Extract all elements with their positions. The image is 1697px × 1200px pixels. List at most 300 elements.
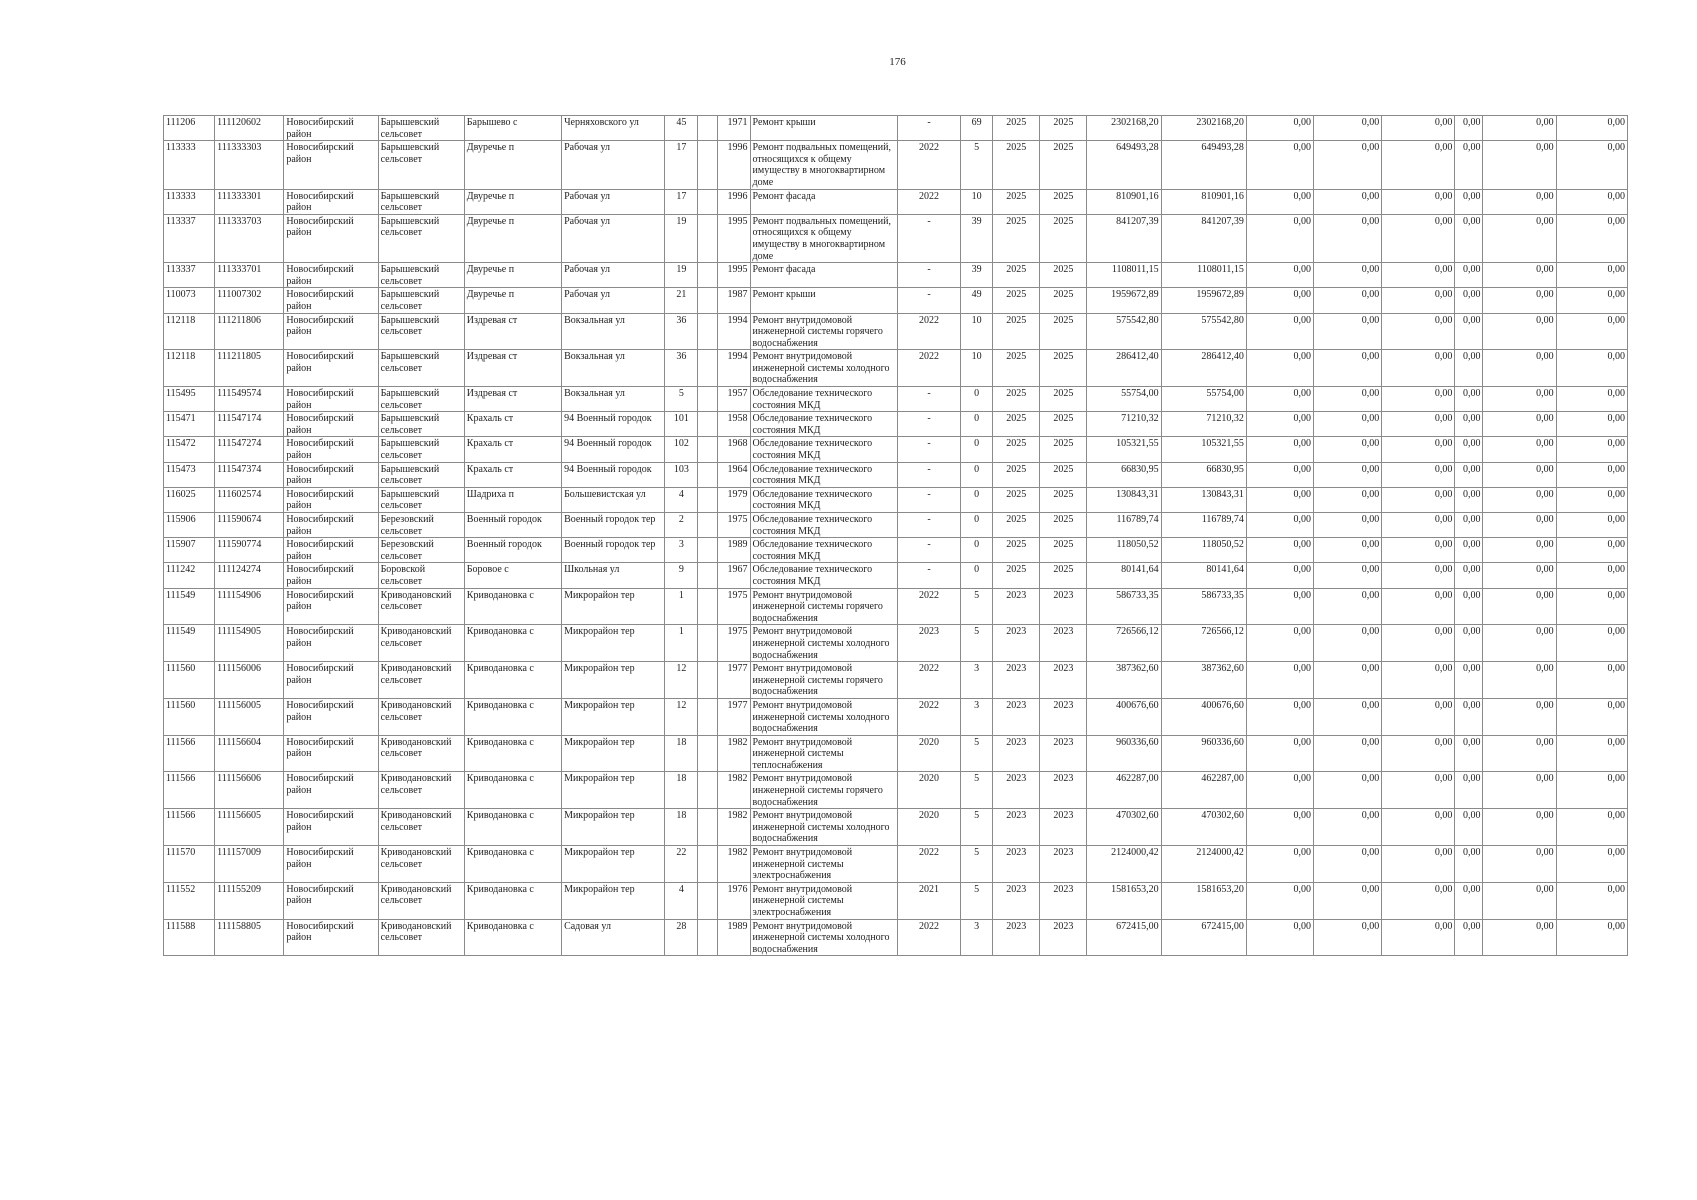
cell-fund-5: 0,00 [1483,919,1556,956]
cell-plan-year-start: 2025 [993,189,1040,214]
cell-fund-4: 0,00 [1455,846,1483,883]
cell-fund-3: 0,00 [1382,214,1455,262]
cell-fund-4: 0,00 [1455,313,1483,350]
cell-cost-repeat: 1108011,15 [1161,263,1246,288]
cell-district: Новосибирский район [284,462,378,487]
cell-year-built: 1975 [718,625,750,662]
table-row [164,313,1628,350]
cell-fund-5: 0,00 [1483,313,1556,350]
cell-settlement: Березовский сельсовет [378,538,464,563]
cell-work-type: Обследование технического состояния МКД [750,513,897,538]
cell-total-cost: 116789,74 [1087,513,1161,538]
cell-cost-repeat: 575542,80 [1161,313,1246,350]
cell-cost-repeat: 66830,95 [1161,462,1246,487]
cell-repair-id: 111124274 [215,563,284,588]
cell-fund-2: 0,00 [1314,487,1382,512]
cell-settlement: Криводановский сельсовет [378,735,464,772]
cell-fund-2: 0,00 [1314,513,1382,538]
cell-fund-2: 0,00 [1314,882,1382,919]
cell-wear-percent: 0 [961,487,993,512]
cell-building [698,313,718,350]
cell-last-repair-year: - [897,387,960,412]
cell-wear-percent: 5 [961,588,993,625]
cell-house-id: 111560 [164,662,215,699]
cell-locality: Двуречье п [464,288,561,313]
cell-fund-1: 0,00 [1246,288,1313,313]
cell-cost-repeat: 55754,00 [1161,387,1246,412]
cell-house-number: 12 [665,698,698,735]
cell-fund-2: 0,00 [1314,412,1382,437]
cell-fund-5: 0,00 [1483,882,1556,919]
cell-cost-repeat: 2124000,42 [1161,846,1246,883]
cell-house-number: 36 [665,313,698,350]
cell-fund-1: 0,00 [1246,882,1313,919]
cell-last-repair-year: 2022 [897,698,960,735]
cell-last-repair-year: - [897,538,960,563]
cell-house-id: 111588 [164,919,215,956]
page-number: 176 [889,56,906,68]
cell-last-repair-year: - [897,437,960,462]
cell-fund-2: 0,00 [1314,538,1382,563]
table-row [164,412,1628,437]
cell-last-repair-year: - [897,288,960,313]
cell-repair-id: 111120602 [215,116,284,141]
cell-repair-id: 111156005 [215,698,284,735]
cell-fund-3: 0,00 [1382,625,1455,662]
cell-plan-year-end: 2025 [1040,214,1087,262]
cell-street: Микрорайон тер [562,882,665,919]
cell-fund-6: 0,00 [1556,116,1627,141]
cell-fund-5: 0,00 [1483,662,1556,699]
cell-fund-6: 0,00 [1556,288,1627,313]
cell-house-number: 18 [665,809,698,846]
cell-last-repair-year: - [897,462,960,487]
cell-house-id: 113337 [164,214,215,262]
cell-street: Военный городок тер [562,513,665,538]
cell-district: Новосибирский район [284,513,378,538]
cell-fund-5: 0,00 [1483,513,1556,538]
cell-building [698,809,718,846]
cell-settlement: Барышевский сельсовет [378,288,464,313]
cell-fund-3: 0,00 [1382,288,1455,313]
cell-fund-5: 0,00 [1483,288,1556,313]
cell-house-number: 103 [665,462,698,487]
cell-fund-6: 0,00 [1556,919,1627,956]
cell-last-repair-year: 2022 [897,662,960,699]
cell-repair-id: 111333301 [215,189,284,214]
cell-repair-id: 111547374 [215,462,284,487]
cell-settlement: Барышевский сельсовет [378,437,464,462]
cell-fund-2: 0,00 [1314,809,1382,846]
cell-locality: Крахаль ст [464,437,561,462]
cell-district: Новосибирский район [284,487,378,512]
cell-district: Новосибирский район [284,625,378,662]
table-row [164,116,1628,141]
cell-total-cost: 130843,31 [1087,487,1161,512]
cell-total-cost: 726566,12 [1087,625,1161,662]
cell-building [698,350,718,387]
cell-building [698,263,718,288]
cell-fund-1: 0,00 [1246,189,1313,214]
cell-cost-repeat: 2302168,20 [1161,116,1246,141]
cell-settlement: Боровской сельсовет [378,563,464,588]
cell-locality: Криводановка с [464,809,561,846]
cell-wear-percent: 5 [961,735,993,772]
cell-last-repair-year: 2020 [897,809,960,846]
cell-work-type: Ремонт внутридомовой инженерной системы теплоснабжения [750,735,897,772]
cell-fund-5: 0,00 [1483,563,1556,588]
cell-locality: Криводановка с [464,662,561,699]
cell-plan-year-start: 2025 [993,513,1040,538]
cell-street: Микрорайон тер [562,698,665,735]
cell-total-cost: 1959672,89 [1087,288,1161,313]
cell-district: Новосибирский район [284,588,378,625]
cell-fund-4: 0,00 [1455,487,1483,512]
cell-fund-4: 0,00 [1455,462,1483,487]
cell-settlement: Криводановский сельсовет [378,846,464,883]
cell-locality: Криводановка с [464,772,561,809]
cell-fund-2: 0,00 [1314,625,1382,662]
cell-fund-6: 0,00 [1556,563,1627,588]
cell-fund-5: 0,00 [1483,189,1556,214]
cell-district: Новосибирский район [284,437,378,462]
cell-cost-repeat: 286412,40 [1161,350,1246,387]
cell-plan-year-start: 2025 [993,563,1040,588]
cell-year-built: 1989 [718,919,750,956]
cell-settlement: Барышевский сельсовет [378,263,464,288]
table-row [164,662,1628,699]
cell-fund-6: 0,00 [1556,735,1627,772]
cell-year-built: 1982 [718,772,750,809]
cell-year-built: 1971 [718,116,750,141]
cell-year-built: 1967 [718,563,750,588]
cell-fund-3: 0,00 [1382,263,1455,288]
cell-fund-3: 0,00 [1382,116,1455,141]
cell-total-cost: 118050,52 [1087,538,1161,563]
cell-fund-2: 0,00 [1314,698,1382,735]
cell-building [698,437,718,462]
cell-fund-4: 0,00 [1455,538,1483,563]
cell-cost-repeat: 960336,60 [1161,735,1246,772]
cell-fund-1: 0,00 [1246,214,1313,262]
cell-fund-1: 0,00 [1246,437,1313,462]
cell-repair-id: 111154906 [215,588,284,625]
cell-plan-year-start: 2023 [993,919,1040,956]
cell-plan-year-end: 2023 [1040,919,1087,956]
cell-locality: Двуречье п [464,141,561,189]
cell-fund-3: 0,00 [1382,462,1455,487]
cell-work-type: Ремонт внутридомовой инженерной системы электроснабжения [750,882,897,919]
cell-fund-6: 0,00 [1556,487,1627,512]
cell-street: Микрорайон тер [562,662,665,699]
cell-cost-repeat: 726566,12 [1161,625,1246,662]
cell-house-number: 19 [665,214,698,262]
cell-house-id: 111549 [164,625,215,662]
cell-total-cost: 810901,16 [1087,189,1161,214]
cell-building [698,772,718,809]
table-row [164,214,1628,262]
cell-work-type: Ремонт внутридомовой инженерной системы горячего водоснабжения [750,772,897,809]
table-row [164,288,1628,313]
cell-locality: Криводановка с [464,919,561,956]
cell-fund-6: 0,00 [1556,772,1627,809]
cell-fund-1: 0,00 [1246,846,1313,883]
cell-house-number: 18 [665,772,698,809]
cell-district: Новосибирский район [284,772,378,809]
cell-street: Большевистская ул [562,487,665,512]
cell-fund-1: 0,00 [1246,662,1313,699]
cell-fund-1: 0,00 [1246,513,1313,538]
cell-fund-4: 0,00 [1455,735,1483,772]
cell-street: 94 Военный городок [562,412,665,437]
cell-year-built: 1977 [718,698,750,735]
cell-cost-repeat: 116789,74 [1161,513,1246,538]
cell-cost-repeat: 1581653,20 [1161,882,1246,919]
cell-last-repair-year: 2022 [897,141,960,189]
cell-house-number: 1 [665,588,698,625]
table-row [164,350,1628,387]
cell-fund-3: 0,00 [1382,189,1455,214]
cell-district: Новосибирский район [284,563,378,588]
cell-house-number: 17 [665,141,698,189]
cell-cost-repeat: 462287,00 [1161,772,1246,809]
cell-wear-percent: 0 [961,462,993,487]
cell-work-type: Обследование технического состояния МКД [750,487,897,512]
table-row [164,487,1628,512]
cell-district: Новосибирский район [284,538,378,563]
cell-fund-2: 0,00 [1314,662,1382,699]
cell-district: Новосибирский район [284,412,378,437]
cell-repair-id: 111333303 [215,141,284,189]
cell-cost-repeat: 105321,55 [1161,437,1246,462]
cell-fund-5: 0,00 [1483,116,1556,141]
cell-plan-year-end: 2023 [1040,588,1087,625]
cell-repair-id: 111211806 [215,313,284,350]
cell-fund-4: 0,00 [1455,189,1483,214]
table-row [164,263,1628,288]
cell-building [698,625,718,662]
cell-fund-1: 0,00 [1246,698,1313,735]
cell-plan-year-end: 2023 [1040,772,1087,809]
cell-year-built: 1994 [718,313,750,350]
cell-street: Черняховского ул [562,116,665,141]
cell-fund-5: 0,00 [1483,141,1556,189]
cell-year-built: 1996 [718,141,750,189]
cell-year-built: 1982 [718,846,750,883]
cell-fund-6: 0,00 [1556,313,1627,350]
cell-fund-4: 0,00 [1455,513,1483,538]
cell-plan-year-end: 2025 [1040,513,1087,538]
cell-work-type: Обследование технического состояния МКД [750,538,897,563]
cell-house-number: 101 [665,412,698,437]
cell-plan-year-start: 2025 [993,263,1040,288]
cell-work-type: Ремонт внутридомовой инженерной системы горячего водоснабжения [750,588,897,625]
cell-street: Садовая ул [562,919,665,956]
cell-plan-year-end: 2025 [1040,313,1087,350]
cell-building [698,141,718,189]
cell-fund-1: 0,00 [1246,313,1313,350]
cell-district: Новосибирский район [284,189,378,214]
cell-wear-percent: 10 [961,189,993,214]
cell-plan-year-start: 2025 [993,437,1040,462]
cell-settlement: Барышевский сельсовет [378,462,464,487]
cell-wear-percent: 5 [961,772,993,809]
cell-fund-4: 0,00 [1455,662,1483,699]
cell-plan-year-end: 2025 [1040,412,1087,437]
cell-locality: Крахаль ст [464,462,561,487]
cell-house-number: 28 [665,919,698,956]
cell-total-cost: 400676,60 [1087,698,1161,735]
cell-settlement: Криводановский сельсовет [378,919,464,956]
cell-fund-5: 0,00 [1483,263,1556,288]
cell-cost-repeat: 387362,60 [1161,662,1246,699]
cell-last-repair-year: - [897,263,960,288]
cell-house-number: 5 [665,387,698,412]
cell-total-cost: 80141,64 [1087,563,1161,588]
cell-building [698,189,718,214]
cell-fund-2: 0,00 [1314,288,1382,313]
cell-fund-6: 0,00 [1556,809,1627,846]
table-row [164,538,1628,563]
table-row [164,387,1628,412]
cell-building [698,919,718,956]
cell-locality: Военный городок [464,538,561,563]
cell-year-built: 1996 [718,189,750,214]
cell-settlement: Барышевский сельсовет [378,412,464,437]
cell-last-repair-year: 2022 [897,846,960,883]
cell-cost-repeat: 672415,00 [1161,919,1246,956]
cell-fund-6: 0,00 [1556,698,1627,735]
cell-plan-year-start: 2025 [993,350,1040,387]
cell-house-number: 4 [665,487,698,512]
cell-street: Микрорайон тер [562,809,665,846]
table-row [164,735,1628,772]
cell-fund-6: 0,00 [1556,189,1627,214]
cell-fund-3: 0,00 [1382,662,1455,699]
cell-house-id: 111242 [164,563,215,588]
cell-street: Вокзальная ул [562,313,665,350]
cell-settlement: Барышевский сельсовет [378,313,464,350]
cell-fund-4: 0,00 [1455,116,1483,141]
cell-cost-repeat: 118050,52 [1161,538,1246,563]
cell-building [698,846,718,883]
cell-locality: Криводановка с [464,735,561,772]
cell-fund-5: 0,00 [1483,462,1556,487]
cell-fund-4: 0,00 [1455,350,1483,387]
cell-work-type: Ремонт внутридомовой инженерной системы горячего водоснабжения [750,662,897,699]
table-row [164,462,1628,487]
cell-fund-3: 0,00 [1382,772,1455,809]
cell-work-type: Ремонт внутридомовой инженерной системы горячего водоснабжения [750,313,897,350]
cell-house-id: 111566 [164,809,215,846]
cell-settlement: Криводановский сельсовет [378,698,464,735]
cell-fund-1: 0,00 [1246,350,1313,387]
cell-locality: Военный городок [464,513,561,538]
cell-work-type: Обследование технического состояния МКД [750,462,897,487]
cell-fund-1: 0,00 [1246,263,1313,288]
cell-total-cost: 960336,60 [1087,735,1161,772]
cell-house-id: 111549 [164,588,215,625]
cell-building [698,487,718,512]
cell-last-repair-year: 2022 [897,919,960,956]
cell-fund-3: 0,00 [1382,882,1455,919]
cell-year-built: 1976 [718,882,750,919]
cell-total-cost: 586733,35 [1087,588,1161,625]
cell-work-type: Обследование технического состояния МКД [750,412,897,437]
cell-house-number: 18 [665,735,698,772]
cell-street: 94 Военный городок [562,437,665,462]
cell-cost-repeat: 1959672,89 [1161,288,1246,313]
cell-plan-year-start: 2025 [993,387,1040,412]
cell-work-type: Обследование технического состояния МКД [750,437,897,462]
cell-fund-1: 0,00 [1246,412,1313,437]
cell-year-built: 1957 [718,387,750,412]
cell-repair-id: 111211805 [215,350,284,387]
cell-district: Новосибирский район [284,263,378,288]
cell-wear-percent: 49 [961,288,993,313]
cell-street: Микрорайон тер [562,588,665,625]
cell-street: Микрорайон тер [562,625,665,662]
cell-last-repair-year: - [897,563,960,588]
cell-fund-4: 0,00 [1455,412,1483,437]
cell-street: Рабочая ул [562,214,665,262]
cell-fund-5: 0,00 [1483,698,1556,735]
cell-fund-4: 0,00 [1455,588,1483,625]
cell-repair-id: 111158805 [215,919,284,956]
cell-plan-year-start: 2023 [993,625,1040,662]
cell-plan-year-start: 2025 [993,214,1040,262]
table-row [164,588,1628,625]
cell-fund-6: 0,00 [1556,846,1627,883]
cell-plan-year-start: 2025 [993,487,1040,512]
cell-wear-percent: 0 [961,563,993,588]
cell-house-id: 111566 [164,735,215,772]
cell-fund-3: 0,00 [1382,350,1455,387]
cell-year-built: 1987 [718,288,750,313]
cell-plan-year-start: 2025 [993,412,1040,437]
cell-plan-year-end: 2023 [1040,882,1087,919]
cell-fund-4: 0,00 [1455,698,1483,735]
cell-house-id: 113337 [164,263,215,288]
cell-house-number: 1 [665,625,698,662]
cell-fund-6: 0,00 [1556,350,1627,387]
cell-plan-year-end: 2025 [1040,288,1087,313]
cell-work-type: Обследование технического состояния МКД [750,563,897,588]
cell-locality: Боровое с [464,563,561,588]
cell-fund-3: 0,00 [1382,513,1455,538]
cell-year-built: 1982 [718,809,750,846]
cell-total-cost: 105321,55 [1087,437,1161,462]
cell-wear-percent: 3 [961,698,993,735]
cell-locality: Криводановка с [464,588,561,625]
cell-settlement: Барышевский сельсовет [378,487,464,512]
cell-repair-id: 111547274 [215,437,284,462]
cell-year-built: 1994 [718,350,750,387]
cell-building [698,462,718,487]
cell-wear-percent: 5 [961,625,993,662]
cell-year-built: 1995 [718,263,750,288]
cell-district: Новосибирский район [284,350,378,387]
cell-district: Новосибирский район [284,387,378,412]
cell-fund-1: 0,00 [1246,735,1313,772]
cell-house-number: 36 [665,350,698,387]
cell-settlement: Барышевский сельсовет [378,350,464,387]
cell-plan-year-start: 2023 [993,772,1040,809]
cell-plan-year-end: 2025 [1040,462,1087,487]
cell-house-id: 116025 [164,487,215,512]
cell-repair-id: 111156605 [215,809,284,846]
cell-fund-3: 0,00 [1382,313,1455,350]
